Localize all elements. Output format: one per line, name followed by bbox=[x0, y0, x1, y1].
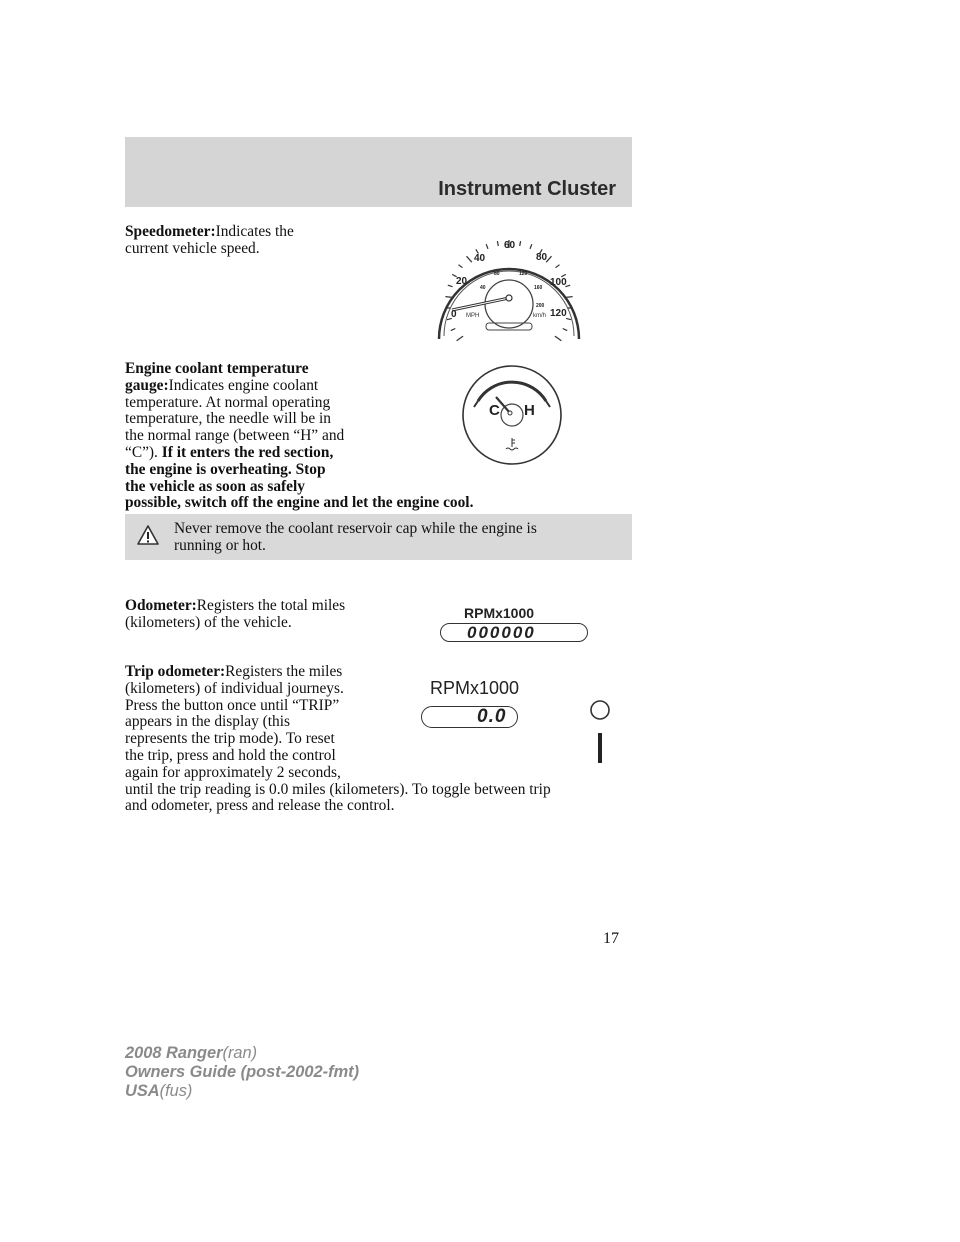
speedometer-gauge bbox=[430, 218, 588, 342]
trip-line-text: appears in the display (this bbox=[125, 713, 290, 731]
coolant-line-emphasis: the engine is overheating. Stop bbox=[125, 460, 326, 478]
footer-model-code: (ran) bbox=[222, 1044, 258, 1062]
coolant-line bbox=[125, 445, 645, 462]
trip-line-text: represents the trip mode). To reset bbox=[125, 730, 335, 748]
footer-market: USA bbox=[125, 1082, 160, 1100]
footer-guide-format: Owners Guide (post-2002-fmt) bbox=[125, 1063, 360, 1081]
coolant-line bbox=[125, 428, 645, 445]
coolant-line-emphasis: Engine coolant temperature bbox=[125, 360, 309, 377]
speedometer-tick bbox=[530, 244, 532, 249]
coolant-line-text: “C”). bbox=[125, 443, 162, 461]
mph-unit-label: MPH bbox=[466, 313, 480, 319]
trip-line-text: until the trip reading is 0.0 miles (kilometers). To toggle between trip bbox=[125, 780, 551, 798]
coolant-line-emphasis: the vehicle as soon as safely bbox=[125, 477, 305, 495]
trip-line bbox=[125, 698, 645, 715]
speedometer-tick bbox=[467, 256, 472, 262]
odometer-rpm-label: RPMx1000 bbox=[464, 605, 535, 621]
trip-line bbox=[125, 714, 645, 731]
coolant-line-emphasis: gauge: bbox=[125, 376, 169, 394]
trip-line bbox=[125, 731, 645, 748]
trip-display bbox=[421, 706, 518, 728]
speedometer-tick bbox=[457, 336, 464, 341]
kmh-tick-label-200: 200 bbox=[536, 303, 545, 309]
mph-tick-label-80: 80 bbox=[536, 252, 548, 263]
coolant-thermometer-icon bbox=[506, 438, 518, 450]
section-title: Instrument Cluster bbox=[438, 178, 616, 200]
speedometer-paragraph bbox=[125, 224, 294, 258]
odometer-display bbox=[440, 623, 588, 642]
trip-line bbox=[125, 765, 645, 782]
mph-tick-label-20: 20 bbox=[456, 276, 468, 287]
mph-tick-label-0: 0 bbox=[451, 309, 457, 320]
coolant-line-emphasis: possible, switch off the engine and let the engine cool. bbox=[125, 494, 474, 512]
kmh-tick-label-120: 120 bbox=[519, 271, 528, 277]
trip-odometer-paragraph bbox=[125, 664, 645, 815]
page-number: 17 bbox=[603, 930, 619, 947]
coolant-line bbox=[125, 411, 645, 428]
coolant-line bbox=[125, 361, 645, 378]
trip-line-text: Press the button once until “TRIP” bbox=[125, 696, 340, 714]
coolant-line-text: Indicates engine coolant bbox=[168, 376, 319, 394]
speedometer-text-line-1: Indicates the bbox=[215, 223, 294, 240]
odometer-reading: 000000 bbox=[467, 623, 536, 642]
speedometer-tick bbox=[555, 336, 562, 341]
trip-reset-stem-icon bbox=[588, 698, 612, 768]
speedometer-tick bbox=[556, 265, 560, 268]
kmh-unit-label: km/h bbox=[533, 313, 547, 319]
trip-line-text: and odometer, press and release the control. bbox=[125, 797, 395, 815]
trip-reading: 0.0 bbox=[477, 706, 507, 727]
speedometer-text-line-2: current vehicle speed. bbox=[125, 239, 260, 257]
warning-text-line-1: Never remove the coolant reservoir cap while the engine is bbox=[174, 520, 537, 537]
trip-line bbox=[125, 664, 645, 681]
speedometer-tick bbox=[566, 318, 571, 319]
coolant-line bbox=[125, 495, 645, 512]
coolant-line bbox=[125, 378, 645, 395]
trip-line-text: again for approximately 2 seconds, bbox=[125, 763, 341, 781]
odometer-label: Odometer: bbox=[125, 597, 197, 614]
warning-text-line-2: running or hot. bbox=[174, 536, 266, 554]
speedometer-tick bbox=[448, 285, 453, 287]
footer-line-1 bbox=[125, 1044, 359, 1063]
kmh-tick-label-160: 160 bbox=[534, 285, 543, 291]
speedometer-tick bbox=[520, 241, 521, 246]
speedometer-tick bbox=[486, 244, 488, 249]
coolant-line-text: temperature, the needle will be in bbox=[125, 410, 331, 428]
trip-line-text: (kilometers) of individual journeys. bbox=[125, 679, 344, 697]
document-footer bbox=[125, 1044, 359, 1101]
odometer-paragraph bbox=[125, 598, 345, 632]
coolant-line bbox=[125, 462, 645, 479]
speedometer-tick bbox=[459, 265, 463, 268]
trip-odometer-label: Trip odometer: bbox=[125, 663, 226, 680]
speedometer-label: Speedometer: bbox=[125, 223, 216, 240]
coolant-line-text: temperature. At normal operating bbox=[125, 393, 331, 411]
section-header-band bbox=[125, 137, 632, 207]
trip-line bbox=[125, 782, 645, 799]
footer-line-2 bbox=[125, 1063, 359, 1082]
warning-triangle-icon bbox=[136, 524, 160, 546]
footer-model: 2008 Ranger bbox=[125, 1044, 223, 1062]
coolant-hot-label: H bbox=[524, 402, 535, 419]
speedometer-tick bbox=[563, 329, 568, 331]
warning-box bbox=[125, 514, 632, 560]
coolant-cold-label: C bbox=[489, 402, 500, 419]
coolant-line bbox=[125, 395, 645, 412]
odometer-text-line-2: (kilometers) of the vehicle. bbox=[125, 613, 292, 631]
mph-tick-label-120: 120 bbox=[550, 308, 567, 319]
warning-text bbox=[174, 521, 614, 555]
coolant-paragraph bbox=[125, 361, 645, 512]
trip-line-text: Registers the miles bbox=[225, 663, 343, 680]
footer-line-3 bbox=[125, 1082, 359, 1101]
coolant-line bbox=[125, 479, 645, 496]
odometer-text-line-1: Registers the total miles bbox=[196, 597, 346, 614]
trip-line bbox=[125, 798, 645, 815]
kmh-tick-label-80: 80 bbox=[494, 271, 500, 277]
speedometer-tick bbox=[451, 329, 456, 331]
trip-rpm-label: RPMx1000 bbox=[430, 678, 520, 698]
mph-tick-label-40: 40 bbox=[474, 253, 486, 264]
mph-tick-label-100: 100 bbox=[550, 277, 567, 288]
coolant-temperature-gauge bbox=[460, 363, 564, 467]
trip-line bbox=[125, 681, 645, 698]
kmh-tick-label-40: 40 bbox=[480, 285, 486, 291]
footer-market-code: (fus) bbox=[159, 1082, 193, 1100]
coolant-line-text: the normal range (between “H” and bbox=[125, 427, 345, 445]
speedometer-tick bbox=[497, 241, 498, 246]
trip-line-text: the trip, press and hold the control bbox=[125, 746, 336, 764]
trip-line bbox=[125, 748, 645, 765]
mph-tick-label-60: 60 bbox=[504, 240, 516, 251]
coolant-line-emphasis: If it enters the red section, bbox=[161, 443, 334, 461]
